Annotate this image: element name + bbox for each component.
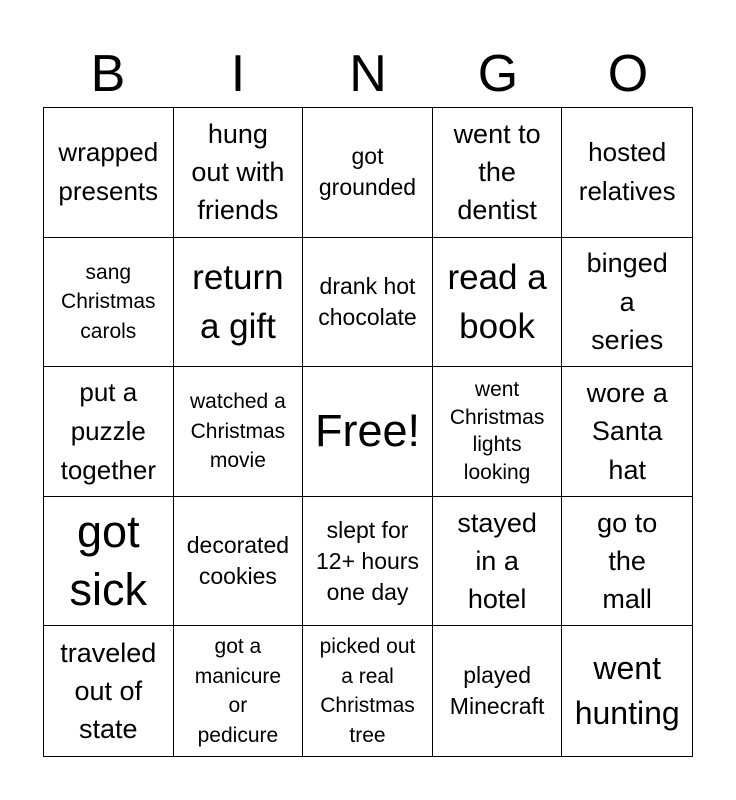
bingo-cell-r5-c4[interactable]	[433, 626, 563, 756]
cell-label: put a puzzle together	[60, 376, 156, 485]
cell-label: read a book	[447, 257, 547, 346]
header-letter-o: O	[607, 45, 649, 103]
cell-label: binged a series	[586, 248, 668, 356]
bingo-cell-r3-c5[interactable]	[562, 367, 692, 497]
cell-label: sang Christmas carols	[61, 260, 156, 343]
bingo-cell-r2-c3[interactable]	[303, 238, 433, 368]
bingo-header	[43, 40, 693, 108]
cell-label: stayed in a hotel	[457, 507, 537, 615]
bingo-cell-free[interactable]	[303, 367, 433, 497]
bingo-cell-r4-c2[interactable]	[174, 497, 304, 627]
bingo-cell-r1-c1[interactable]	[44, 108, 174, 238]
cell-label: wrapped presents	[58, 137, 159, 207]
bingo-cell-r1-c3[interactable]	[303, 108, 433, 238]
header-letter-b: B	[90, 45, 126, 103]
cell-label: went hunting	[574, 650, 680, 732]
cell-label: went Christmas lights looking	[449, 378, 545, 485]
cell-label: decorated cookies	[186, 532, 290, 590]
bingo-cell-r5-c3[interactable]	[303, 626, 433, 756]
cell-label: got sick	[69, 505, 148, 616]
cell-label: slept for 12+ hours one day	[316, 516, 419, 605]
cell-label: hosted relatives	[578, 137, 676, 207]
bingo-cell-r4-c1[interactable]	[44, 497, 174, 627]
cell-label: got grounded	[318, 143, 417, 201]
cell-label: got a manicure or pedicure	[194, 635, 282, 747]
cell-label: go to the mall	[597, 507, 658, 615]
bingo-cell-r2-c2[interactable]	[174, 238, 304, 368]
bingo-cell-r5-c5[interactable]	[562, 626, 692, 756]
cell-label: played Minecraft	[449, 662, 545, 720]
header-letter-i: I	[230, 45, 246, 103]
bingo-cell-r2-c5[interactable]	[562, 238, 692, 368]
bingo-cell-r5-c1[interactable]	[44, 626, 174, 756]
bingo-cell-r1-c2[interactable]	[174, 108, 304, 238]
cell-label: return a gift	[192, 257, 284, 346]
cell-label: hung out with friends	[191, 118, 285, 226]
bingo-cell-r3-c4[interactable]	[433, 367, 563, 497]
bingo-cell-r5-c2[interactable]	[174, 626, 304, 756]
cell-label: traveled out of state	[60, 637, 157, 745]
cell-label: wore a Santa hat	[586, 378, 668, 485]
bingo-cell-r4-c4[interactable]	[433, 497, 563, 627]
cell-label: picked out a real Christmas tree	[319, 635, 416, 747]
bingo-cell-r3-c1[interactable]	[44, 367, 174, 497]
header-letter-n: N	[349, 45, 387, 103]
header-letter-g: G	[477, 45, 519, 103]
bingo-cell-r1-c5[interactable]	[562, 108, 692, 238]
bingo-cell-r2-c1[interactable]	[44, 238, 174, 368]
cell-label: watched a Christmas movie	[190, 390, 286, 473]
cell-label: went to the dentist	[453, 118, 541, 226]
bingo-cell-r4-c5[interactable]	[562, 497, 692, 627]
bingo-cell-r1-c4[interactable]	[433, 108, 563, 238]
free-space-label: Free!	[314, 405, 420, 457]
bingo-cell-r3-c2[interactable]	[174, 367, 304, 497]
cell-label: drank hot chocolate	[318, 272, 417, 330]
bingo-board	[43, 107, 693, 757]
bingo-cell-r2-c4[interactable]	[433, 238, 563, 368]
bingo-cell-r4-c3[interactable]	[303, 497, 433, 627]
